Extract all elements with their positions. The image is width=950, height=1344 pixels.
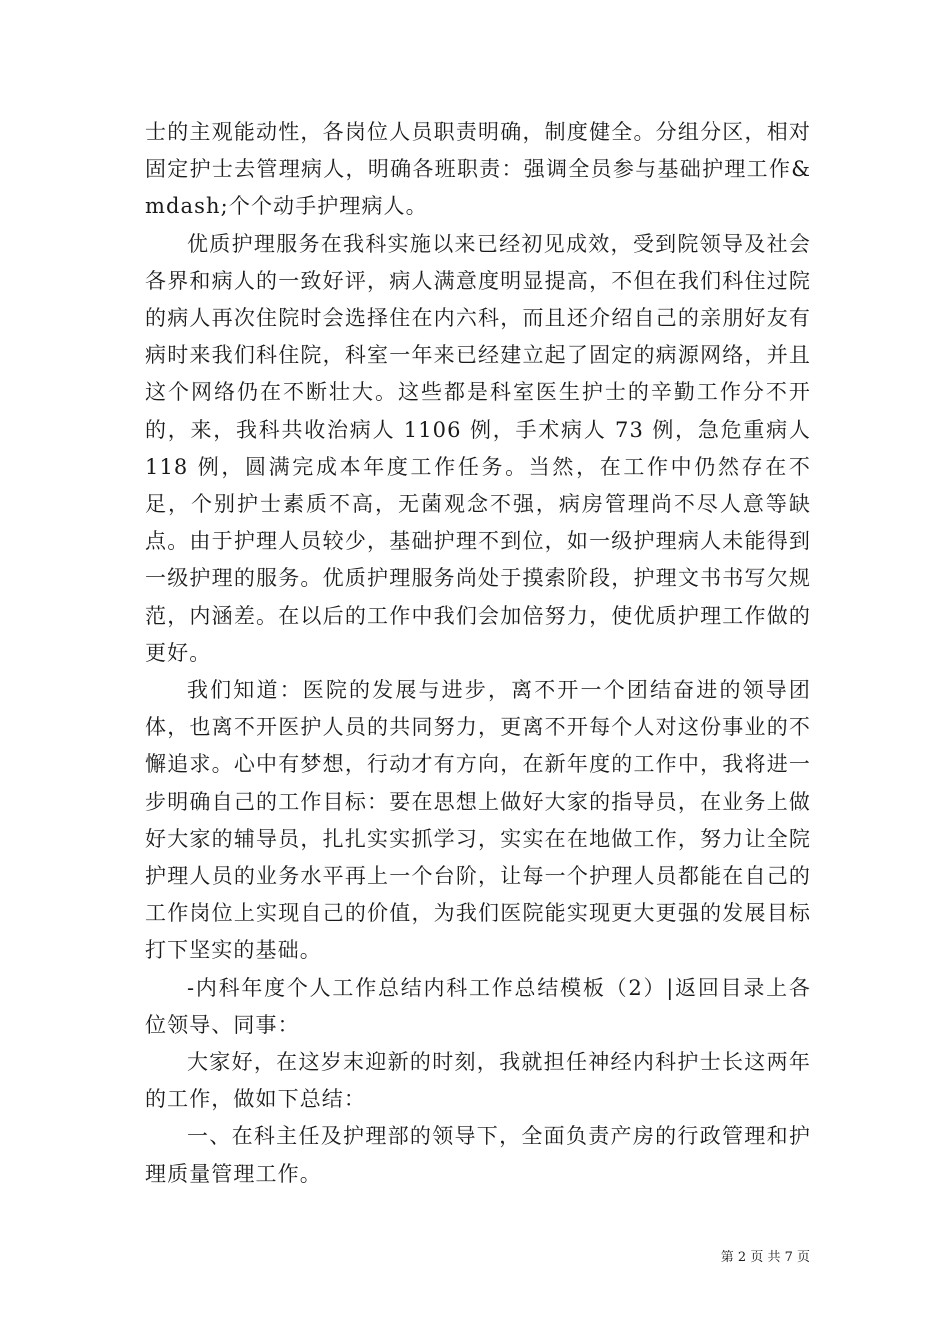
- paragraph-goals: 我们知道：医院的发展与进步，离不开一个团结奋进的领导团体，也离不开医护人员的共同努力，更离不开每个人对这份事业的不懈追求。心中有梦想，行动才有方向，在新年度的工作中，我将进一步明确自己的工作目标：要在思想上做好大家的指导员，在业务上做好大家的辅导员，扎扎实实抓学习，实实在在地做工作，努力让全院护理人员的业务水平再上一个台阶，让每一个护理人员都能在自己的工作岗位上实现自己的价值，为我们医院能实现更大更强的发展目标打下坚实的基础。: [145, 678, 811, 963]
- paragraph-item-one: 一、在科主任及护理部的领导下，全面负责产房的行政管理和护理质量管理工作。: [145, 1124, 811, 1186]
- paragraph-section-heading: -内科年度个人工作总结内科工作总结模板（2）|返回目录上各位领导、同事：: [145, 975, 811, 1037]
- paragraph-greeting: 大家好，在这岁末迎新的时刻，我就担任神经内科护士长这两年的工作，做如下总结：: [145, 1050, 811, 1112]
- paragraph-continuation: 士的主观能动性，各岗位人员职责明确，制度健全。分组分区，相对固定护士去管理病人，明确各班职责：强调全员参与基础护理工作&mdash;个个动手护理病人。: [145, 120, 811, 219]
- document-body: [145, 114, 811, 1193]
- paragraph-quality-nursing: 优质护理服务在我科实施以来已经初见成效，受到院领导及社会各界和病人的一致好评，病人满意度明显提高，不但在我们科住过院的病人再次住院时会选择住在内六科，而且还介绍自己的亲朋好友有病时来我们科住院，科室一年来已经建立起了固定的病源网络，并且这个网络仍在不断壮大。这些都是科室医生护士的辛勤工作分不开的，来，我科共收治病人 1106 例，手术病人 73 例，急危重病人 118 例，圆满完成本年度工作任务。当然，在工作中仍然存在不足，个别护士素质不高，无菌观念不强，病房管理尚不尽人意等缺点。由于护理人员较少，基础护理不到位，如一级护理病人未能得到一级护理的服务。优质护理服务尚处于摸索阶段，护理文书书写欠规范，内涵差。在以后的工作中我们会加倍努力，使优质护理工作做的更好。: [145, 231, 811, 665]
- page-number: 第 2 页 共 7 页: [720, 1250, 810, 1265]
